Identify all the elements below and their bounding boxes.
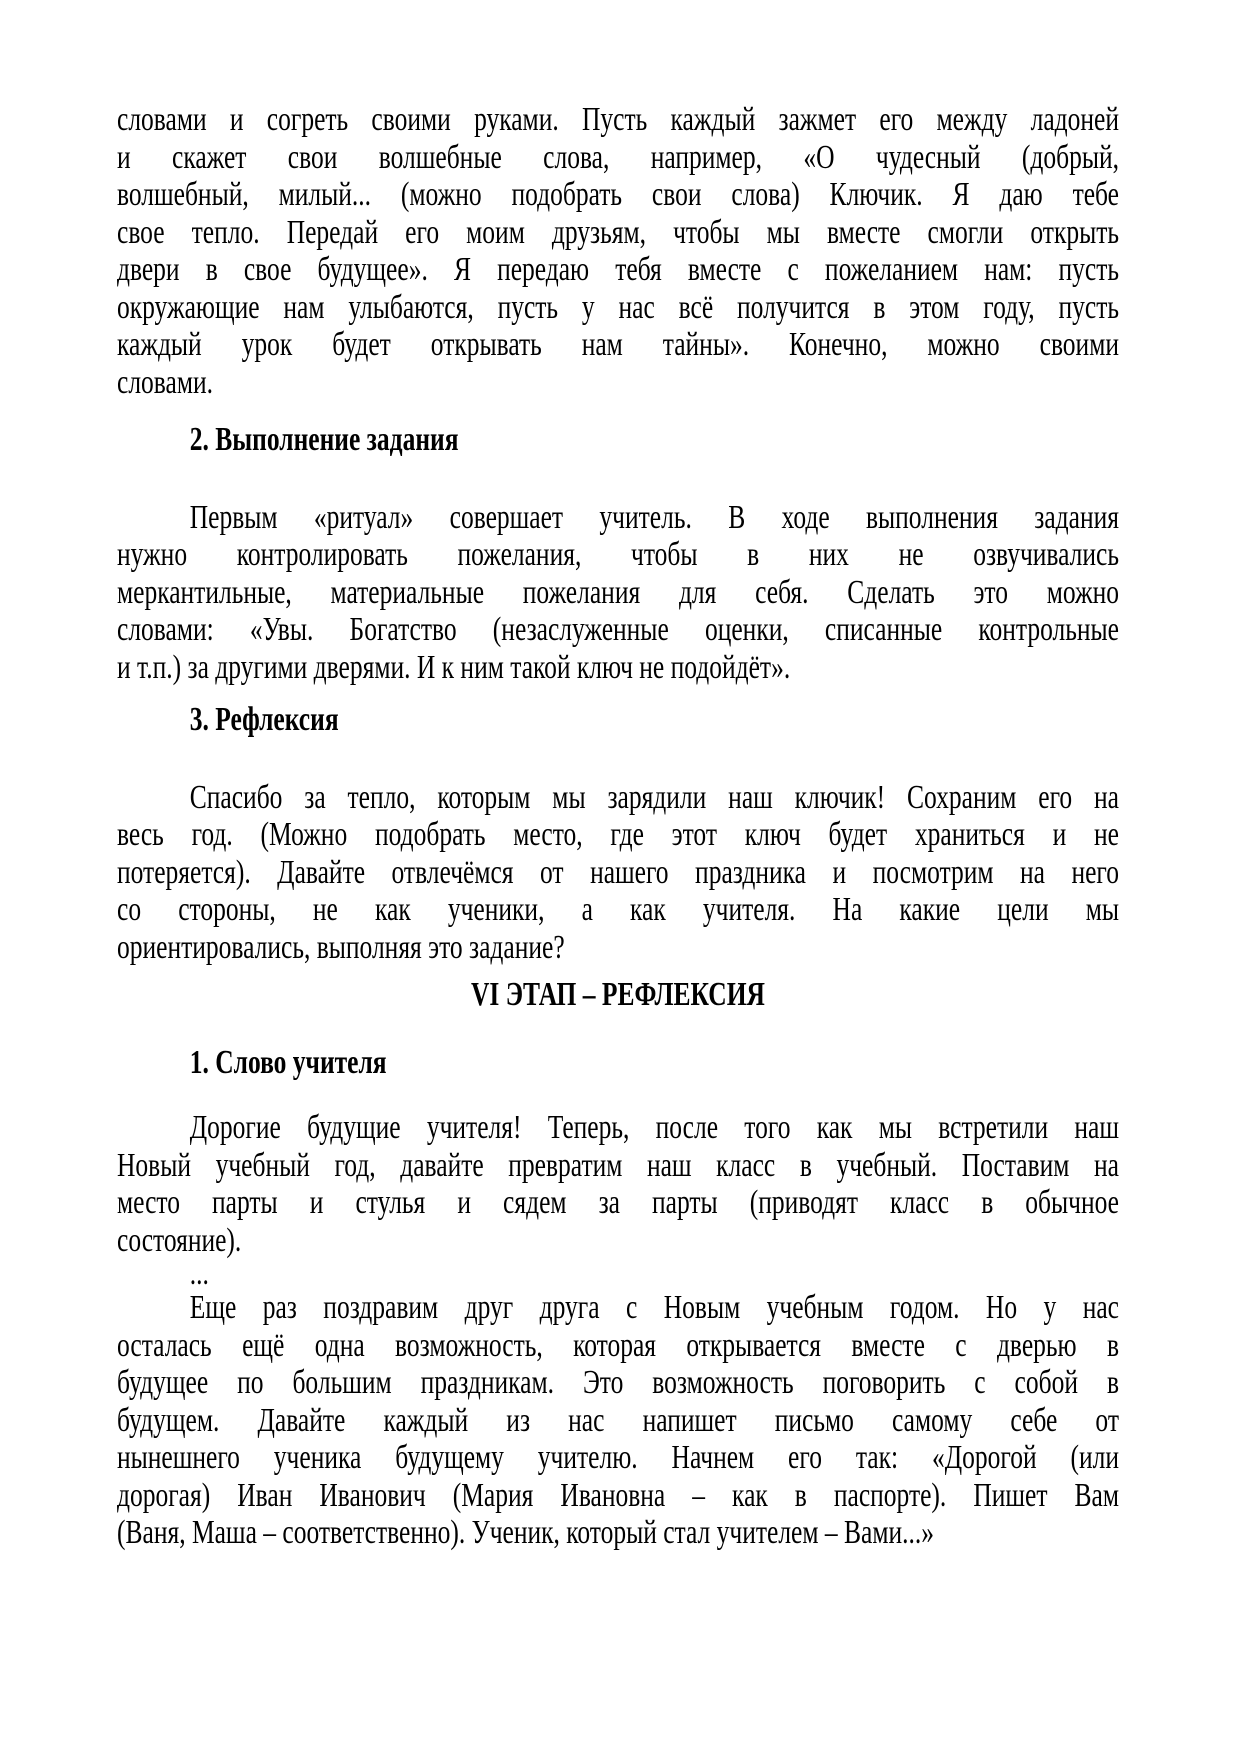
text-line: нужно контролировать пожелания, чтобы в них не озвучивались	[117, 536, 1119, 573]
text-line: меркантильные, материальные пожелания для себя. Сделать это можно	[117, 573, 1119, 611]
document-content	[117, 101, 1119, 1552]
text-line: волшебный, милый... (можно подобрать свои слова) Ключик. Я даю тебе	[117, 176, 1119, 213]
heading-task-execution: 2. Выполнение задания	[189, 421, 459, 458]
text-line: окружающие нам улыбаются, пусть у нас всё получится в этом году, пусть	[117, 288, 1119, 326]
text-line: Первым «ритуал» совершает учитель. В ходе выполнения задания	[189, 498, 1119, 536]
text-line: нынешнего ученика будущему учителю. Начнем его так: «Дорогой (или	[117, 1439, 1119, 1476]
paragraph-key-ritual	[117, 101, 1119, 401]
text-line: и т.п.) за другими дверями. И к ним такой ключ не подойдёт».	[117, 648, 791, 686]
text-line: словами.	[117, 363, 213, 401]
text-line: двери в свое будущее». Я передаю тебя вместе с пожеланием нам: пусть	[117, 251, 1119, 288]
text-line: осталась ещё одна возможность, которая открывается вместе с дверью в	[117, 1326, 1119, 1364]
text-line: Спасибо за тепло, которым мы зарядили наш ключик! Сохраним его на	[189, 778, 1119, 816]
heading-reflection-sub: 3. Рефлексия	[189, 701, 339, 738]
paragraph-letter-to-self	[117, 1289, 1119, 1552]
text-line: Еще раз поздравим друг друга с Новым учебным годом. Но у нас	[189, 1289, 1119, 1326]
text-line: и скажет свои волшебные слова, например, «О чудесный (добрый,	[117, 138, 1119, 176]
text-line: состояние).	[117, 1221, 242, 1259]
paragraph-task-execution	[117, 499, 1119, 687]
text-line: будущее по большим праздникам. Это возможность поговорить с собой в	[117, 1364, 1119, 1401]
paragraph-teacher-word	[117, 1109, 1119, 1259]
text-line: словами и согреть своими руками. Пусть каждый зажмет его между ладоней	[117, 101, 1119, 138]
text-line: дорогая) Иван Иванович (Мария Ивановна – как в паспорте). Пишет Вам	[117, 1476, 1119, 1514]
text-line: словами: «Увы. Богатство (незаслуженные оценки, списанные контрольные	[117, 611, 1119, 648]
text-line: место парты и стулья и сядем за парты (приводят класс в обычное	[117, 1184, 1119, 1221]
text-line: ...	[189, 1255, 209, 1292]
text-line: каждый урок будет открывать нам тайны». Конечно, можно своими	[117, 326, 1119, 363]
text-line: весь год. (Можно подобрать место, где этот ключ будет храниться и не	[117, 816, 1119, 853]
text-line: ориентировались, выполняя это задание?	[117, 928, 565, 966]
paragraph-ellipsis	[117, 1255, 1119, 1292]
heading-stage-vi: VI ЭТАП – РЕФЛЕКСИЯ	[471, 976, 765, 1013]
text-line: Новый учебный год, давайте превратим наш класс в учебный. Поставим на	[117, 1146, 1119, 1184]
text-line: (Ваня, Маша – соответственно). Ученик, который стал учителем – Вами...»	[117, 1514, 934, 1551]
text-line: свое тепло. Передай его моим друзьям, чтобы мы вместе смогли открыть	[117, 213, 1119, 251]
text-line: Дорогие будущие учителя! Теперь, после того как мы встретили наш	[189, 1109, 1119, 1146]
text-line: будущем. Давайте каждый из нас напишет письмо самому себе от	[117, 1401, 1119, 1439]
paragraph-reflection	[117, 779, 1119, 967]
heading-teacher-word: 1. Слово учителя	[189, 1043, 387, 1081]
text-line: со стороны, не как ученики, а как учителя. На какие цели мы	[117, 891, 1119, 928]
text-line: потеряется). Давайте отвлечёмся от нашего праздника и посмотрим на него	[117, 853, 1119, 891]
